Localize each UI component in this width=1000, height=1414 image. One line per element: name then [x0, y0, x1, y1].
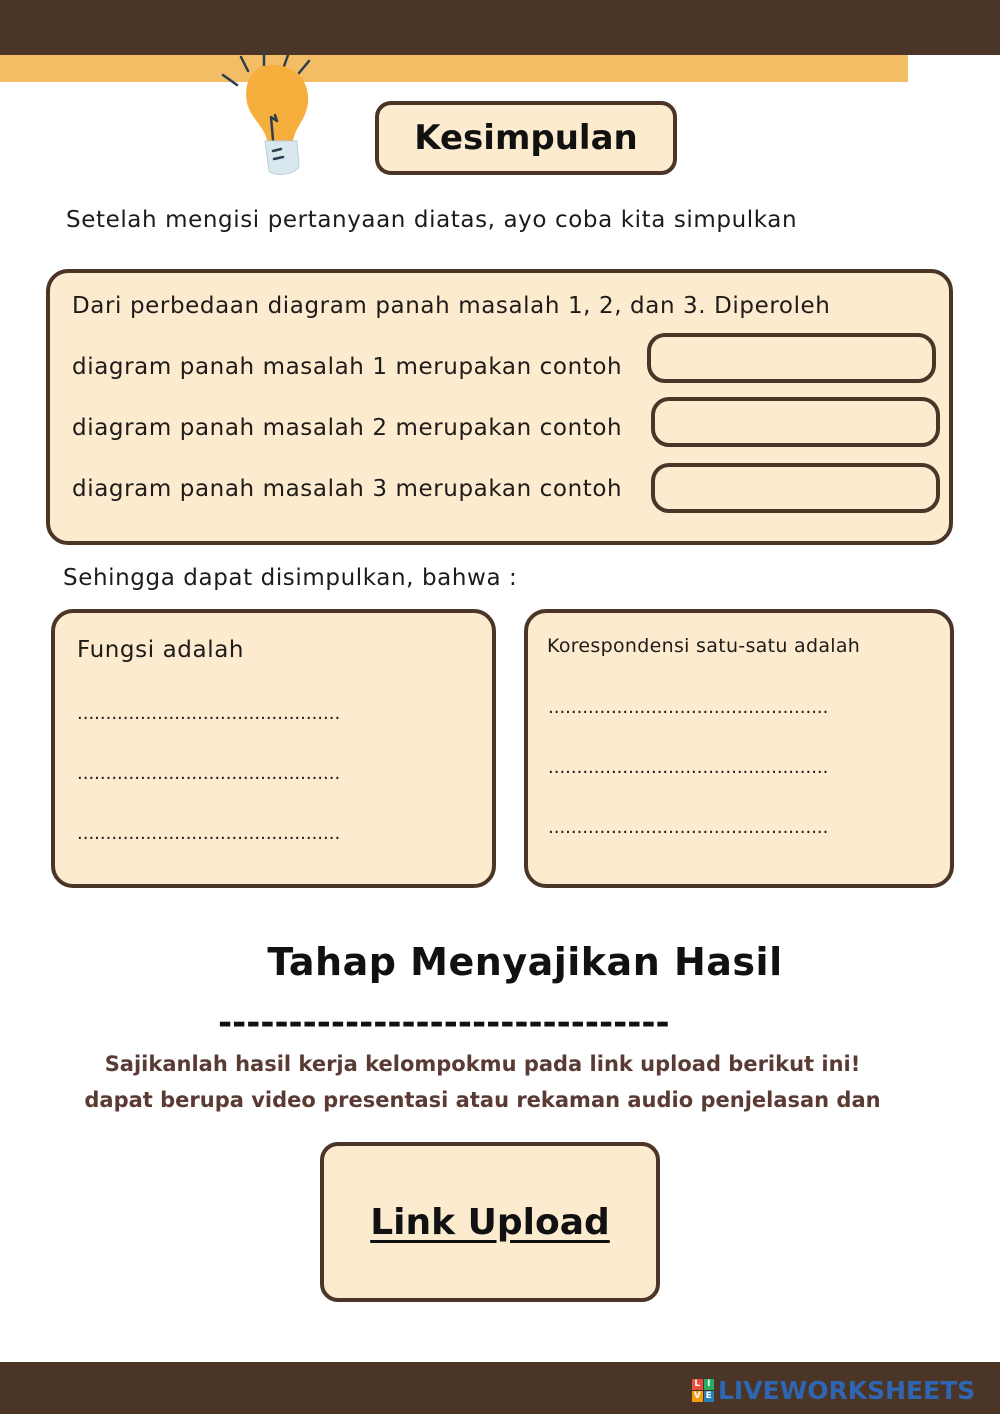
diagram-lead-text: Dari perbedaan diagram panah masalah 1, 2, dan 3. Diperoleh — [72, 293, 831, 319]
korespondensi-answer-line-3[interactable]: ................................................. — [548, 817, 829, 838]
logo-letter-e: E — [704, 1391, 715, 1402]
page-title: Kesimpulan — [375, 101, 677, 175]
diagram-row-3-label: diagram panah masalah 3 merupakan contoh — [72, 476, 623, 502]
diagram-row-1-label: diagram panah masalah 1 merupakan contoh — [72, 354, 623, 380]
instruction-line-1: Sajikanlah hasil kerja kelompokmu pada link upload berikut ini! — [104, 1052, 861, 1076]
logo-letter-v: V — [693, 1391, 701, 1401]
korespondensi-label: Korespondensi satu-satu adalah — [547, 635, 861, 657]
korespondensi-card — [524, 609, 954, 888]
korespondensi-answer-line-1[interactable]: ................................................. — [548, 697, 829, 718]
heading-divider: -------------------------------- — [218, 1003, 670, 1043]
korespondensi-answer-line-2[interactable]: ................................................. — [548, 757, 829, 778]
lightbulb-icon — [215, 45, 325, 185]
answer-field-1[interactable] — [647, 333, 936, 383]
header-bar — [0, 0, 1000, 55]
diagram-row-2-label: diagram panah masalah 2 merupakan contoh — [72, 415, 623, 441]
fungsi-answer-line-2[interactable]: .............................................. — [77, 763, 341, 784]
answer-field-3[interactable] — [651, 463, 940, 513]
fungsi-card — [51, 609, 496, 888]
liveworksheets-logo-icon — [692, 1379, 714, 1401]
diagram-card — [46, 269, 953, 545]
link-upload-button[interactable] — [320, 1142, 660, 1302]
fungsi-answer-line-1[interactable]: .............................................. — [77, 703, 341, 724]
logo-letter-l: L — [692, 1379, 703, 1390]
liveworksheets-brand: LIVEWORKSHEETS — [718, 1375, 976, 1405]
answer-field-2[interactable] — [651, 397, 940, 447]
fungsi-answer-line-3[interactable]: .............................................. — [77, 823, 341, 844]
section-heading: Tahap Menyajikan Hasil — [267, 940, 783, 984]
instruction-line-2: dapat berupa video presentasi atau rekaman audio penjelasan dan — [84, 1088, 881, 1112]
accent-stripe — [0, 55, 908, 82]
logo-letter-i: I — [704, 1379, 715, 1390]
fungsi-label: Fungsi adalah — [77, 637, 245, 663]
liveworksheets-logo — [692, 1376, 992, 1404]
intro-text: Setelah mengisi pertanyaan diatas, ayo coba kita simpulkan — [66, 207, 798, 233]
conclusion-intro-text: Sehingga dapat disimpulkan, bahwa : — [63, 565, 518, 591]
link-upload-label[interactable]: Link Upload — [370, 1201, 610, 1243]
